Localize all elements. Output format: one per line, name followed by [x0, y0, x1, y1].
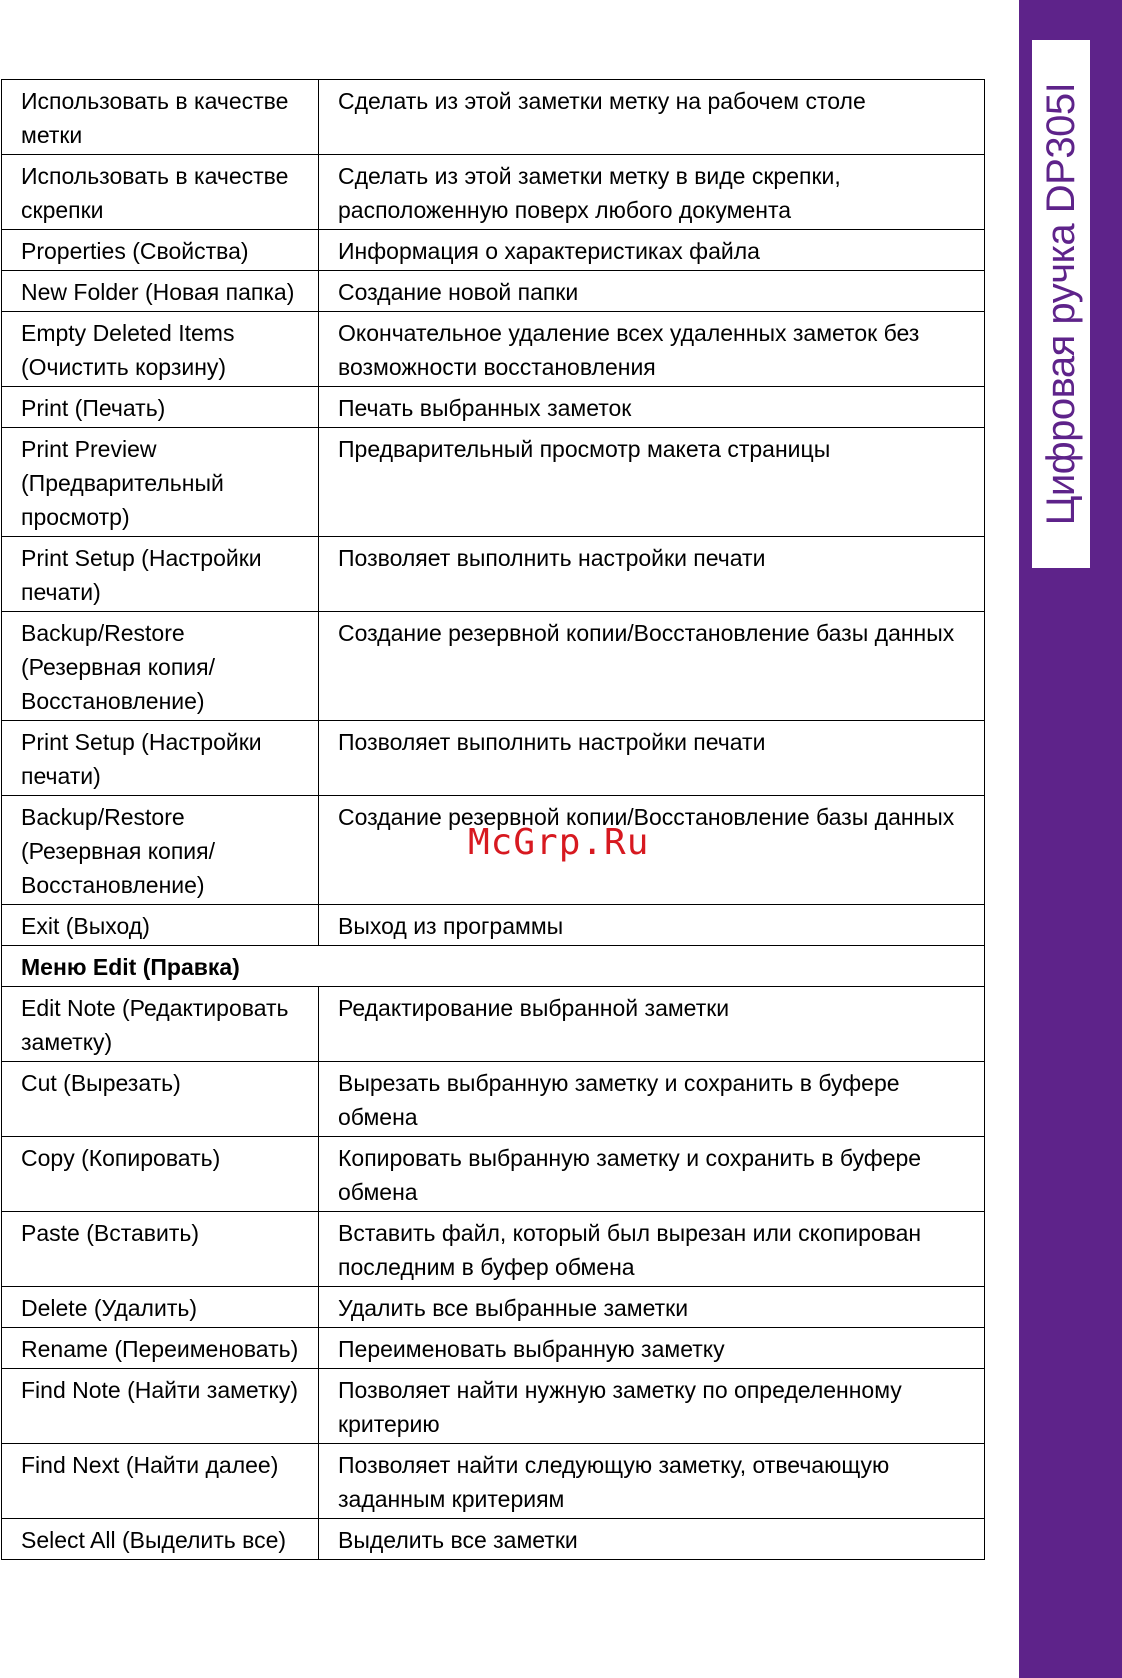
table-row — [2, 80, 985, 155]
command-description-cell: Выход из программы — [319, 905, 985, 946]
command-name-cell: Properties (Свойства) — [2, 230, 319, 271]
command-name-cell: Print Preview (Предварительный просмотр) — [2, 428, 319, 537]
table-row — [2, 1287, 985, 1328]
section-title: Меню Edit (Правка) — [2, 946, 985, 987]
command-name-cell: Find Next (Найти далее) — [2, 1444, 319, 1519]
table-row — [2, 1328, 985, 1369]
table-row — [2, 612, 985, 721]
table-row — [2, 987, 985, 1062]
command-name-cell: Rename (Переименовать) — [2, 1328, 319, 1369]
command-name-cell: Backup/Restore (Резервная копия/Восстановление) — [2, 796, 319, 905]
command-description-cell: Сделать из этой заметки метку в виде скрепки, расположенную поверх любого документа — [319, 155, 985, 230]
command-name-cell: Backup/Restore (Резервная копия/Восстановление) — [2, 612, 319, 721]
table-row — [2, 721, 985, 796]
command-description-cell: Предварительный просмотр макета страницы — [319, 428, 985, 537]
table-row — [2, 428, 985, 537]
command-description-cell: Сделать из этой заметки метку на рабочем столе — [319, 80, 985, 155]
command-name-cell: Print Setup (Настройки печати) — [2, 537, 319, 612]
table-row — [2, 271, 985, 312]
command-name-cell: Delete (Удалить) — [2, 1287, 319, 1328]
command-name-cell: Exit (Выход) — [2, 905, 319, 946]
table-row — [2, 387, 985, 428]
command-description-cell: Копировать выбранную заметку и сохранить в буфере обмена — [319, 1137, 985, 1212]
command-description-cell: Вставить файл, который был вырезан или скопирован последним в буфер обмена — [319, 1212, 985, 1287]
command-description-cell: Позволяет найти следующую заметку, отвечающую заданным критериям — [319, 1444, 985, 1519]
table-row — [2, 1519, 985, 1560]
command-description-cell: Выделить все заметки — [319, 1519, 985, 1560]
command-name-cell: Print Setup (Настройки печати) — [2, 721, 319, 796]
command-description-cell: Позволяет выполнить настройки печати — [319, 721, 985, 796]
table-row — [2, 1137, 985, 1212]
table-row — [2, 155, 985, 230]
table-row — [2, 1369, 985, 1444]
watermark: McGrp.Ru — [468, 822, 650, 863]
section-header-row — [2, 946, 985, 987]
table-row — [2, 230, 985, 271]
menu-table — [1, 79, 985, 1560]
command-name-cell: Select All (Выделить все) — [2, 1519, 319, 1560]
command-name-cell: Find Note (Найти заметку) — [2, 1369, 319, 1444]
command-name-cell: Empty Deleted Items (Очистить корзину) — [2, 312, 319, 387]
command-description-cell: Окончательное удаление всех удаленных заметок без возможности восстановления — [319, 312, 985, 387]
command-description-cell: Позволяет найти нужную заметку по определенному критерию — [319, 1369, 985, 1444]
command-name-cell: Print (Печать) — [2, 387, 319, 428]
command-description-cell: Редактирование выбранной заметки — [319, 987, 985, 1062]
command-name-cell: New Folder (Новая папка) — [2, 271, 319, 312]
side-title: Цифровая ручка DP305I — [1039, 82, 1083, 526]
command-description-cell: Информация о характеристиках файла — [319, 230, 985, 271]
command-name-cell: Использовать в качестве скрепки — [2, 155, 319, 230]
command-description-cell: Создание резервной копии/Восстановление базы данных — [319, 612, 985, 721]
command-name-cell: Copy (Копировать) — [2, 1137, 319, 1212]
command-description-cell: Создание резервной копии/Восстановление базы данных — [319, 796, 985, 905]
table-row — [2, 1212, 985, 1287]
table-row — [2, 1444, 985, 1519]
table-row — [2, 312, 985, 387]
command-description-cell: Печать выбранных заметок — [319, 387, 985, 428]
table-row — [2, 537, 985, 612]
command-description-cell: Вырезать выбранную заметку и сохранить в буфере обмена — [319, 1062, 985, 1137]
table-row — [2, 1062, 985, 1137]
command-description-cell: Позволяет выполнить настройки печати — [319, 537, 985, 612]
command-description-cell: Удалить все выбранные заметки — [319, 1287, 985, 1328]
command-description-cell: Создание новой папки — [319, 271, 985, 312]
command-name-cell: Использовать в качестве метки — [2, 80, 319, 155]
table-row — [2, 905, 985, 946]
command-name-cell: Edit Note (Редактировать заметку) — [2, 987, 319, 1062]
command-description-cell: Переименовать выбранную заметку — [319, 1328, 985, 1369]
command-name-cell: Paste (Вставить) — [2, 1212, 319, 1287]
command-name-cell: Cut (Вырезать) — [2, 1062, 319, 1137]
